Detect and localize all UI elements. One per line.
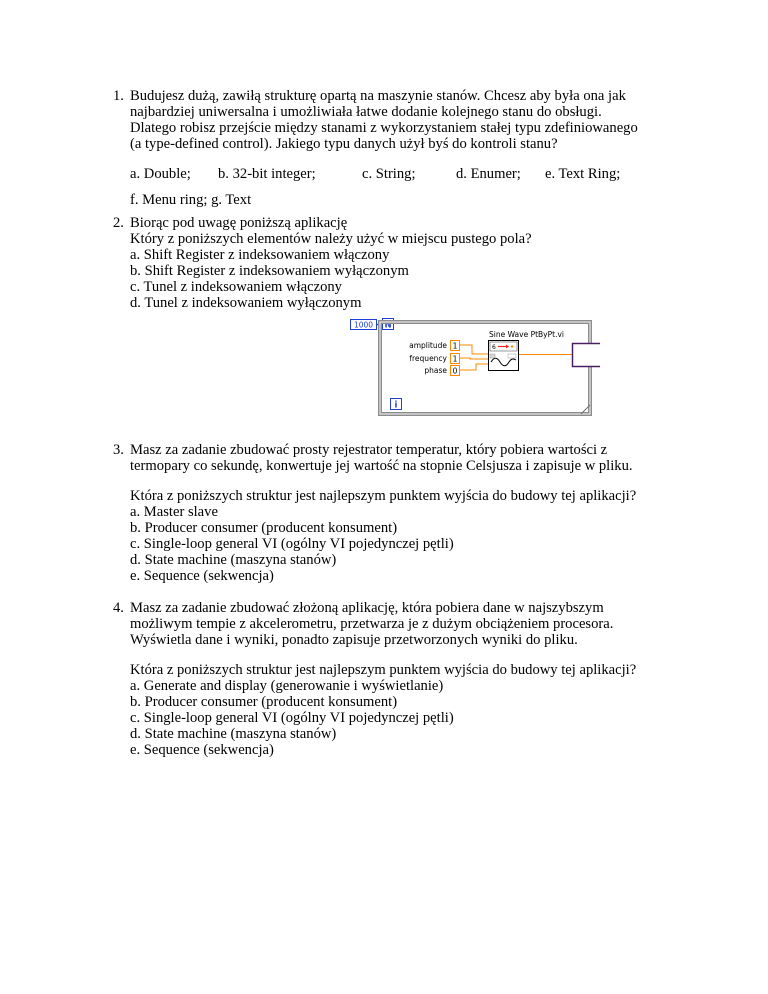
subvi-title: Sine Wave PtByPt.vi <box>489 330 564 339</box>
option-a: a. Generate and display (generowanie i wyświetlanie) <box>130 678 444 694</box>
amplitude-label: amplitude <box>409 341 447 350</box>
option-d: d. Tunel z indeksowaniem wyłączonym <box>130 295 362 311</box>
option-d: d. State machine (maszyna stanów) <box>130 552 337 568</box>
loop-count-constant <box>351 320 377 330</box>
question-text-line: Budujesz dużą, zawiłą strukturę opartą na maszynie stanów. Chcesz aby była ona jak <box>130 88 626 104</box>
question-text-line: najbardziej uniwersalna i umożliwiała łatwe dodanie kolejnego stanu do obsługi. <box>130 104 602 120</box>
frequency-constant <box>451 354 460 364</box>
question-text-line: Wyświetla dane i wyniki, ponadto zapisuje przetworzonych wyniki do pliku. <box>130 632 578 648</box>
option-d: d. State machine (maszyna stanów) <box>130 726 337 742</box>
question-prompt: Która z poniższych struktur jest najlepszym punktem wyjścia do budowy tej aplikacji? <box>130 662 637 678</box>
answer-options-row-2 <box>130 192 678 208</box>
question-text-line: (a type-defined control). Jakiego typu danych użył byś do kontroli stanu? <box>130 136 558 152</box>
labview-diagram-svg <box>350 318 600 418</box>
option-e: e. Sequence (sekwencja) <box>130 742 274 758</box>
question-text <box>130 442 678 474</box>
option-a: a. Shift Register z indeksowaniem włączony <box>130 247 390 263</box>
question-options <box>130 488 678 584</box>
option-b: b. Shift Register z indeksowaniem wyłączonym <box>130 263 409 279</box>
iteration-terminal <box>391 399 402 411</box>
svg-text:6: 6 <box>492 344 496 351</box>
answer-options <box>130 166 678 182</box>
option-f-g: f. Menu ring; g. Text <box>130 192 252 208</box>
option-d: d. Enumer; <box>456 166 521 182</box>
question-text-line: termopary co sekundę, konwertuje jej wartość na stopnie Celsjusza i zapisuje w pliku. <box>130 458 633 474</box>
count-terminal-label: N <box>384 320 392 331</box>
question-text-line: Biorąc pod uwagę poniższą aplikację <box>130 215 348 231</box>
question-text-line: Masz za zadanie zbudować prosty rejestrator temperatur, który pobiera wartości z <box>130 442 608 458</box>
option-e: e. Text Ring; <box>545 166 621 182</box>
question-number: 3. <box>113 442 124 458</box>
frequency-label: frequency <box>409 354 447 363</box>
labview-diagram <box>350 318 600 418</box>
question-text <box>130 215 678 311</box>
phase-constant <box>451 366 460 376</box>
option-c: c. Single-loop general VI (ogólny VI pojedynczej pętli) <box>130 710 454 726</box>
option-b: b. 32-bit integer; <box>218 166 316 182</box>
loop-count-value: 1000 <box>353 320 374 330</box>
question-number: 4. <box>113 600 124 616</box>
option-b: b. Producer consumer (producent konsument) <box>130 520 398 536</box>
question-number: 1. <box>113 88 124 104</box>
option-a: a. Double; <box>130 166 191 182</box>
sine-wave-subvi-icon <box>489 341 519 371</box>
question-text <box>130 88 678 152</box>
question-options <box>130 662 678 758</box>
option-c: c. String; <box>362 166 416 182</box>
svg-text:0: 0 <box>452 366 458 376</box>
empty-placeholder-box <box>573 344 601 367</box>
amplitude-constant <box>451 341 460 351</box>
option-e: e. Sequence (sekwencja) <box>130 568 274 584</box>
svg-text:1: 1 <box>452 354 458 364</box>
question-text-line: Masz za zadanie zbudować złożoną aplikację, która pobiera dane w najszybszym <box>130 600 604 616</box>
iteration-terminal-label: i <box>394 400 398 411</box>
question-prompt: Która z poniższych struktur jest najlepszym punktem wyjścia do budowy tej aplikacji? <box>130 488 637 504</box>
option-c: c. Tunel z indeksowaniem włączony <box>130 279 342 295</box>
question-number: 2. <box>113 215 124 231</box>
svg-text:1: 1 <box>452 341 458 351</box>
option-c: c. Single-loop general VI (ogólny VI pojedynczej pętli) <box>130 536 454 552</box>
question-text-line: Dlatego robisz przejście między stanami z wykorzystaniem stałej typu zdefiniowanego <box>130 120 638 136</box>
option-b: b. Producer consumer (producent konsument) <box>130 694 398 710</box>
input-wires <box>460 345 488 370</box>
phase-label: phase <box>424 366 447 375</box>
option-a: a. Master slave <box>130 504 218 520</box>
question-text-line: możliwym tempie z akcelerometru, przetwarza je z dużym obciążeniem procesora. <box>130 616 614 632</box>
question-text <box>130 600 678 648</box>
question-text-line: Który z poniższych elementów należy użyć w miejscu pustego pola? <box>130 231 532 247</box>
